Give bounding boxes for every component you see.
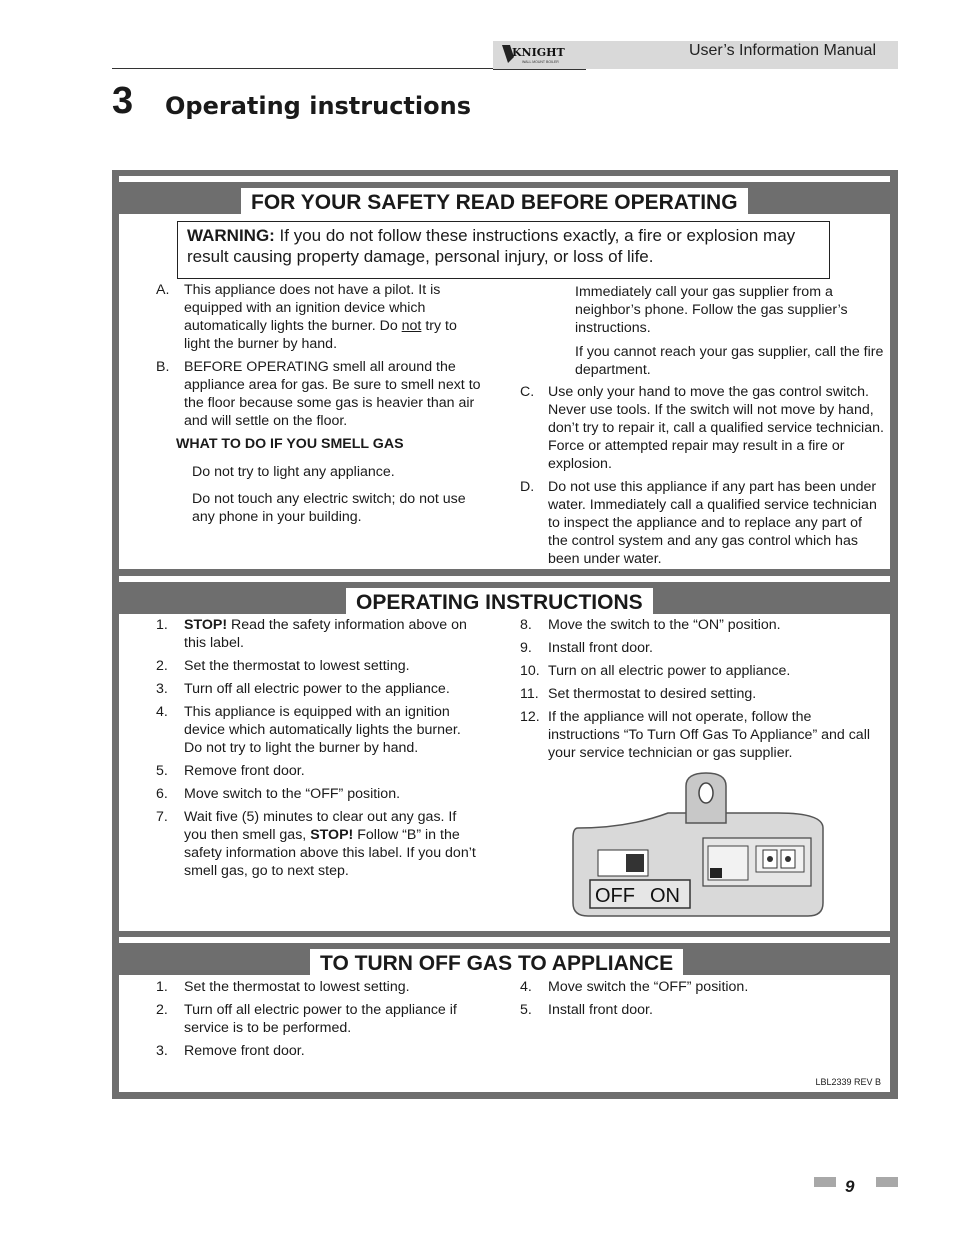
step-number: 3. bbox=[156, 681, 168, 697]
step-6-text: Move switch to the “OFF” position. bbox=[184, 786, 401, 802]
turn-off-right-column bbox=[520, 978, 885, 1024]
operating-step-12 bbox=[520, 708, 885, 762]
smell-instruction-3: Immediately call your gas supplier from a neighbor’s phone. Follow the gas supplier’s instructions. bbox=[575, 284, 848, 336]
operating-step-9 bbox=[520, 639, 885, 657]
smell-gas-heading: WHAT TO DO IF YOU SMELL GAS bbox=[176, 436, 404, 452]
logo-text: KNIGHT bbox=[512, 46, 565, 59]
step-number: 3. bbox=[156, 1043, 168, 1059]
step-5-text: Remove front door. bbox=[184, 763, 305, 779]
step-9-text: Install front door. bbox=[548, 640, 653, 656]
step-number: 6. bbox=[156, 786, 168, 802]
step-number: 1. bbox=[156, 979, 168, 995]
switch-on-label: ON bbox=[650, 885, 680, 907]
safety-heading: FOR YOUR SAFETY READ BEFORE OPERATING bbox=[241, 188, 748, 218]
operating-step-5 bbox=[156, 762, 481, 780]
operating-heading: OPERATING INSTRUCTIONS bbox=[346, 588, 653, 618]
header-title-box bbox=[586, 41, 898, 69]
warning-label: WARNING: bbox=[187, 226, 275, 245]
operating-step-10 bbox=[520, 662, 885, 680]
safety-item-a bbox=[156, 281, 481, 353]
step-2-text: Set the thermostat to lowest setting. bbox=[184, 658, 410, 674]
label-code: LBL2339 REV B bbox=[815, 1077, 881, 1087]
warning-box bbox=[177, 221, 830, 279]
switch-off-label: OFF bbox=[595, 885, 635, 907]
operating-step-11 bbox=[520, 685, 885, 703]
operating-step-3 bbox=[156, 680, 481, 698]
operating-step-7 bbox=[156, 808, 481, 880]
operating-step-2 bbox=[156, 657, 481, 675]
step-7-text-b: Follow “B” in the safety information above this label. If you don’t smell gas, go to next step. bbox=[184, 827, 476, 879]
operating-step-4 bbox=[156, 703, 481, 757]
step-number: 4. bbox=[520, 979, 532, 995]
step-8-text: Move the switch to the “ON” position. bbox=[548, 617, 781, 633]
step-1-text: Read the safety information above on this label. bbox=[184, 617, 467, 651]
step-number: 12. bbox=[520, 709, 540, 725]
safety-item-b bbox=[156, 358, 481, 430]
section-number: 3 bbox=[112, 80, 134, 122]
turn-off-step-2 bbox=[156, 1001, 481, 1037]
turn-off-step-3 bbox=[156, 1042, 481, 1060]
step-number: 1. bbox=[156, 617, 168, 633]
turn-off-step-1 bbox=[156, 978, 481, 996]
warning-text: If you do not follow these instructions exactly, a fire or explosion may result causing property damage, personal injury, or loss of life. bbox=[187, 226, 796, 266]
step-7-text-a: Wait five (5) minutes to clear out any gas. If you then smell gas, bbox=[184, 809, 457, 843]
turn-off-step-4-text: Move switch the “OFF” position. bbox=[548, 979, 749, 995]
logo-subtext: WALL MOUNT BOILER bbox=[522, 60, 559, 64]
item-a-not: not bbox=[401, 318, 422, 334]
safety-label bbox=[112, 170, 898, 1099]
turn-off-step-4 bbox=[520, 978, 885, 996]
turn-off-step-3-text: Remove front door. bbox=[184, 1043, 305, 1059]
turn-off-step-5 bbox=[520, 1001, 885, 1019]
step-number: 10. bbox=[520, 663, 540, 679]
step-number: 11. bbox=[520, 686, 539, 702]
step-7-stop: STOP! bbox=[310, 827, 354, 843]
page-number-bar-left bbox=[814, 1177, 836, 1187]
step-4-text: This appliance is equipped with an ignition device which automatically lights the burner. Do not try to light the burner by hand. bbox=[184, 704, 461, 756]
operating-panel bbox=[119, 576, 890, 931]
turn-off-panel bbox=[119, 937, 890, 1092]
item-marker: A. bbox=[156, 282, 170, 298]
step-number: 5. bbox=[156, 763, 168, 779]
item-d-text: Do not use this appliance if any part has been under water. Immediately call a qualified service technician to inspect the appliance and to replace any part of the control system and any gas control which has been under water. bbox=[548, 479, 877, 567]
operating-step-1 bbox=[156, 616, 481, 652]
turn-off-heading: TO TURN OFF GAS TO APPLIANCE bbox=[310, 949, 683, 979]
knight-logo bbox=[500, 43, 580, 65]
operating-step-8 bbox=[520, 616, 885, 634]
step-number: 9. bbox=[520, 640, 532, 656]
safety-item-c bbox=[520, 383, 885, 473]
gas-control-switch-illustration bbox=[568, 768, 828, 923]
section-title: Operating instructions bbox=[165, 92, 471, 120]
page-number-bar-right bbox=[876, 1177, 898, 1187]
turn-off-step-1-text: Set the thermostat to lowest setting. bbox=[184, 979, 410, 995]
item-a-text-1: This appliance does not have a pilot. It is equipped with an ignition device which automatically lights the burner. Do bbox=[184, 282, 441, 334]
item-marker: D. bbox=[520, 479, 535, 495]
smell-instruction-1: Do not try to light any appliance. bbox=[192, 464, 395, 480]
operating-right-column bbox=[520, 616, 885, 767]
operating-step-6 bbox=[156, 785, 481, 803]
step-number: 7. bbox=[156, 809, 168, 825]
turn-off-step-2-text: Turn off all electric power to the appliance if service is to be performed. bbox=[184, 1002, 457, 1036]
step-11-text: Set thermostat to desired setting. bbox=[548, 686, 757, 702]
safety-right-column bbox=[520, 283, 885, 573]
manual-title: User’s Information Manual bbox=[688, 42, 876, 59]
item-marker: B. bbox=[156, 359, 170, 375]
step-number: 2. bbox=[156, 1002, 168, 1018]
smell-instruction-2: Do not touch any electric switch; do not use any phone in your building. bbox=[192, 491, 466, 525]
turn-off-left-column bbox=[156, 978, 481, 1065]
item-b-text: BEFORE OPERATING smell all around the appliance area for gas. Be sure to smell next to the floor because some gas is heavier than air and will settle on the floor. bbox=[184, 359, 481, 429]
step-number: 8. bbox=[520, 617, 532, 633]
step-1-stop: STOP! bbox=[184, 617, 228, 633]
step-12-text: If the appliance will not operate, follow the instructions “To Turn Off Gas To Appliance” and call your service technician or gas supplier. bbox=[548, 709, 871, 761]
safety-left-column bbox=[156, 281, 481, 535]
turn-off-step-5-text: Install front door. bbox=[548, 1002, 653, 1018]
step-number: 5. bbox=[520, 1002, 532, 1018]
safety-panel bbox=[119, 176, 890, 569]
smell-instruction-4: If you cannot reach your gas supplier, call the fire department. bbox=[575, 344, 884, 378]
item-c-text: Use only your hand to move the gas control switch. Never use tools. If the switch will not move by hand, don’t try to repair it, call a qualified service technician. Force or attempted repair may result in a fire or explosion. bbox=[548, 384, 884, 472]
step-number: 2. bbox=[156, 658, 168, 674]
item-marker: C. bbox=[520, 384, 535, 400]
safety-item-d bbox=[520, 478, 885, 568]
operating-left-column bbox=[156, 616, 481, 885]
step-number: 4. bbox=[156, 704, 168, 720]
step-10-text: Turn on all electric power to appliance. bbox=[548, 663, 791, 679]
item-a-text-2: try to light the burner by hand. bbox=[184, 318, 457, 352]
step-3-text: Turn off all electric power to the appliance. bbox=[184, 681, 450, 697]
page-number: 9 bbox=[845, 1177, 855, 1196]
